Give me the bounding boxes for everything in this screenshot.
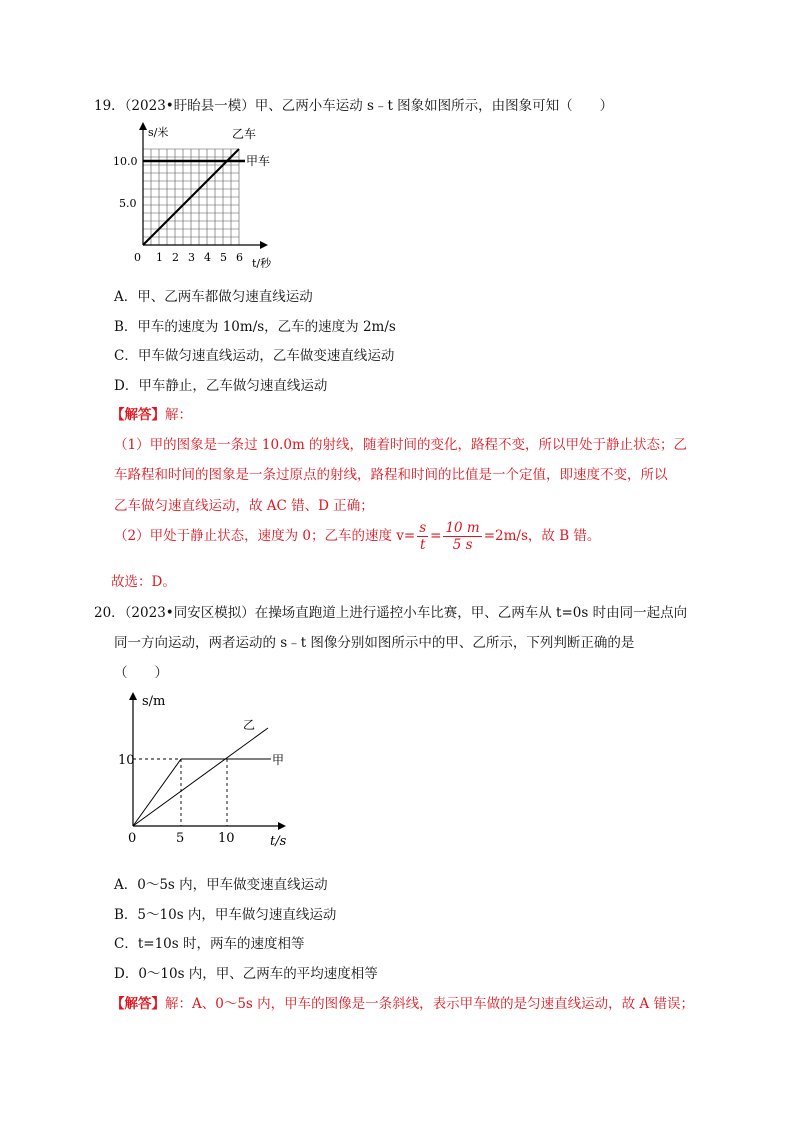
q20-answer-tag: 【解答】 [111, 996, 165, 1012]
q19-option-d: D．甲车静止，乙车做匀速直线运动 [114, 378, 328, 394]
q19-y-tick-5: 5.0 [119, 197, 137, 210]
q20-label-yi: 乙 [243, 718, 256, 732]
q19-answer-p1-l3: 乙车做匀速直线运动，故 AC 错、D 正确； [114, 498, 374, 514]
q19-stem: 19．（2023•盱眙县一模）甲、乙两小车运动 s﹣t 图象如图所示，由图象可知（ ） [94, 98, 614, 114]
q20-x-tick-0: 0 [128, 831, 137, 846]
q20-stem-l3: （ ） [114, 665, 168, 681]
q20-stem-l2: 同一方向运动，两者运动的 s﹣t 图像分别如图所示中的甲、乙所示，下列判断正确的是 [114, 635, 635, 651]
q19-option-a: A．甲、乙两车都做匀速直线运动 [114, 289, 313, 305]
q19-x-axis-label: t/秒 [252, 257, 272, 268]
q20-y-axis-label: s/m [142, 694, 166, 709]
q20-x-axis-label: t/s [270, 834, 287, 849]
q19-x-tick-4: 4 [204, 251, 211, 264]
q20-x-tick-10: 10 [218, 831, 235, 846]
q19-answer-p1-l1: （1）甲的图象是一条过 10.0m 的射线，随着时间的变化，路程不变，所以甲处于静止状态；乙 [114, 437, 688, 453]
q19-answer-p2-pre: （2）甲处于静止状态，速度为 0；乙车的速度 v= [114, 528, 416, 544]
q19-fraction-values [443, 520, 481, 553]
q19-frac2-num: 10 m [445, 520, 480, 536]
q19-frac1-num: s [419, 520, 427, 536]
q19-answer-choice: 故选：D。 [111, 574, 176, 590]
q19-x-tick-2: 2 [172, 251, 179, 264]
q20-option-c: C．t=10s 时，两车的速度相等 [114, 936, 305, 952]
q19-label-yi: 乙车 [232, 127, 257, 141]
q20-y-arrow [129, 692, 137, 700]
q20-y-tick-10: 10 [118, 753, 135, 768]
q19-x-tick-0: 0 [134, 251, 141, 264]
q19-x-tick-6: 6 [236, 251, 243, 264]
q20-line-jia-rise [133, 759, 181, 826]
q20-line-yi [133, 728, 268, 826]
q20-label-jia: 甲 [272, 753, 285, 767]
q19-y-axis-label: s/米 [148, 126, 169, 139]
q19-answer-p1-l2: 车路程和时间的图象是一条过原点的射线，路程和时间的比值是一个定值，即速度不变，所以 [114, 467, 668, 483]
q19-x-tick-3: 3 [188, 251, 195, 264]
q19-graph [110, 120, 285, 268]
q19-frac2-den: 5 s [452, 537, 473, 553]
q19-answer-header [111, 403, 192, 423]
q19-option-b: B．甲车的速度为 10m/s，乙车的速度为 2m/s [114, 319, 396, 335]
q19-x-tick-1: 1 [156, 251, 163, 264]
q19-answer-p2: （2）甲处于静止状态，速度为 0；乙车的速度 v= $\frac{s}{t}$ = $\frac{10 m}{5 s}$ =2m/s，故 B 错。 [114, 520, 601, 553]
q19-y-tick-10: 10.0 [113, 155, 138, 168]
q20-option-a: A．0～5s 内，甲车做变速直线运动 [114, 877, 328, 893]
q19-fraction-s-t [417, 520, 428, 553]
q20-x-arrow [278, 822, 286, 830]
q19-answer-tag: 【解答】 [111, 407, 165, 423]
q20-stem-l1: 20．（2023•同安区模拟）在操场直跑道上进行遥控小车比赛，甲、乙两车从 t=0s 时由同一起点向 [94, 605, 688, 621]
q20-x-tick-5: 5 [176, 831, 185, 846]
q19-answer-p2-post: =2m/s，故 B 错。 [483, 528, 601, 544]
q19-frac1-den: t [419, 537, 426, 553]
q19-label-jia: 甲车 [246, 154, 271, 168]
q20-option-d: D．0～10s 内，甲、乙两车的平均速度相等 [114, 966, 378, 982]
q20-graph [118, 688, 298, 850]
q20-option-b: B．5～10s 内，甲车做匀速直线运动 [114, 907, 337, 923]
q20-answer [111, 992, 694, 1012]
q19-x-tick-5: 5 [220, 251, 227, 264]
q19-option-c: C．甲车做匀速直线运动，乙车做变速直线运动 [114, 348, 395, 364]
q19-answer-tag-suffix: 解： [165, 407, 192, 423]
q20-answer-text: 解：A、0～5s 内，甲车的图像是一条斜线，表示甲车做的是匀速直线运动，故 A 错误； [165, 996, 694, 1012]
q19-y-arrow [139, 122, 147, 130]
q19-x-arrow [260, 241, 268, 249]
